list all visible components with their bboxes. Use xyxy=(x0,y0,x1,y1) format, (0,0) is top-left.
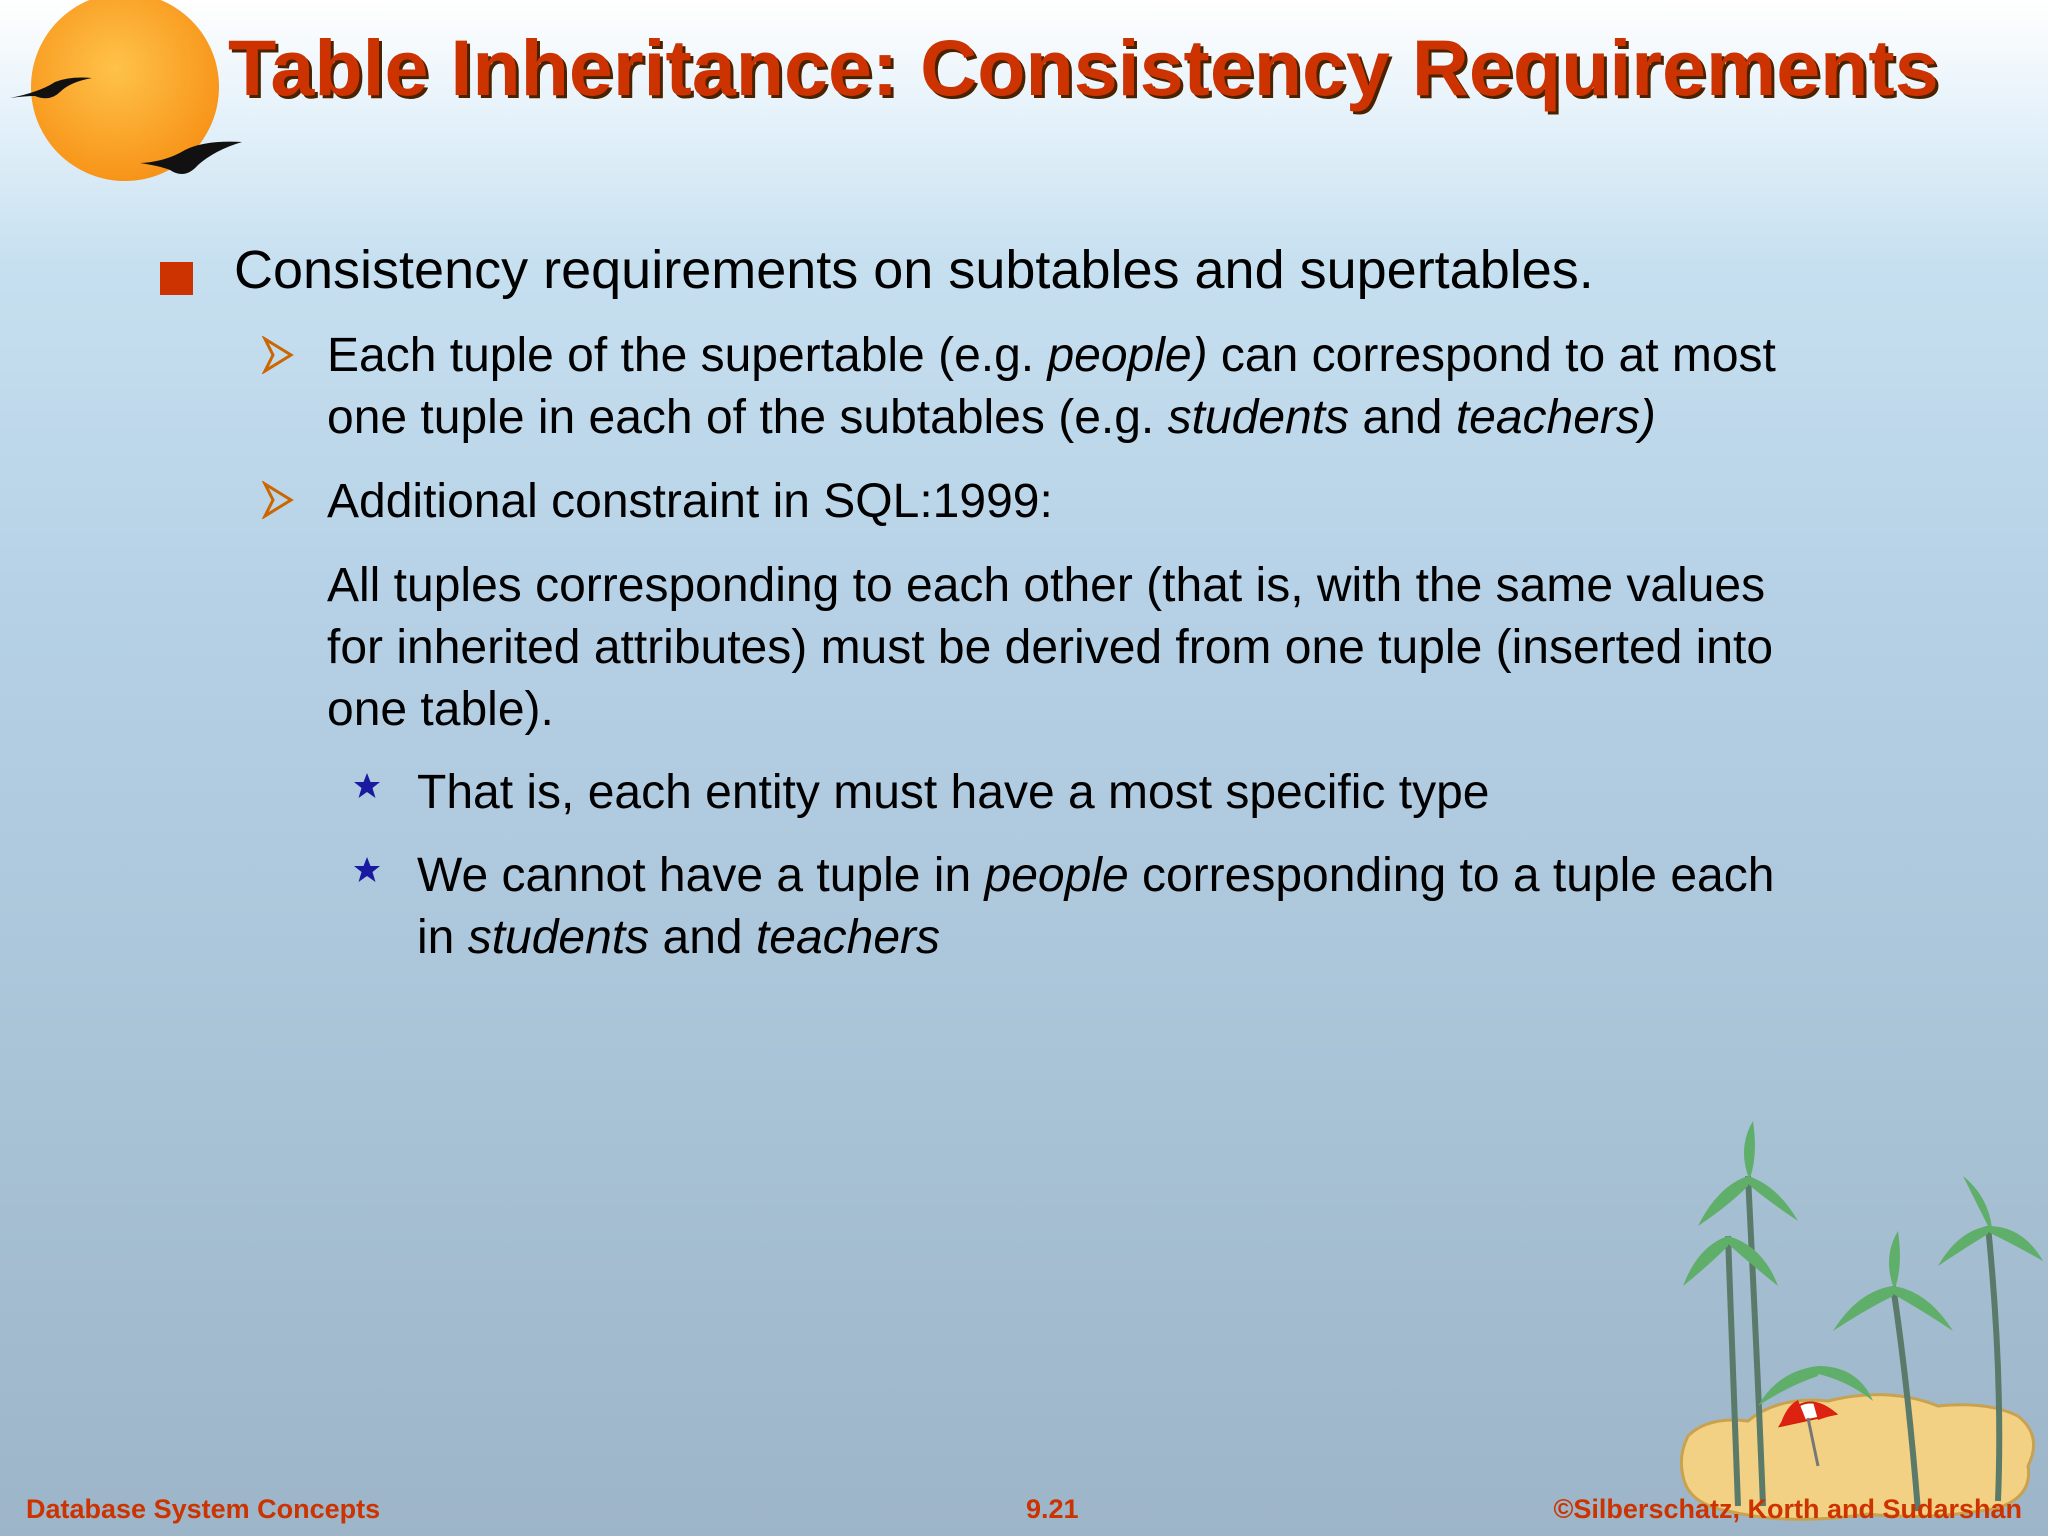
text-span: corresponding to a tuple each xyxy=(1128,849,1775,902)
text-span: in xyxy=(417,911,468,964)
paragraph-line-2: for inherited attributes) must be derived from one tuple (inserted into xyxy=(327,621,1774,674)
text-span: We cannot have a tuple in xyxy=(417,849,985,902)
sub-bullet-2-text: Additional constraint in SQL:1999: xyxy=(327,475,1053,528)
slide-title: Table Inheritance: Consistency Requirements xyxy=(228,23,1939,112)
bullet-main-text: Consistency requirements on subtables and supertables. xyxy=(234,240,1594,300)
star-bullet-2-line-2 xyxy=(417,907,940,969)
square-bullet-icon xyxy=(160,262,193,295)
text-span: can correspond to at most xyxy=(1207,329,1776,382)
star-bullet-icon xyxy=(352,771,382,801)
text-span: one tuple in each of the subtables (e.g. xyxy=(327,391,1168,444)
text-span: and xyxy=(1349,391,1456,444)
text-span: and xyxy=(649,911,756,964)
footer-course-name: Database System Concepts xyxy=(26,1494,381,1524)
star-bullet-2-line-1 xyxy=(417,845,1774,907)
italic-term: people) xyxy=(1047,329,1208,382)
sub-bullet-1-line-1 xyxy=(327,325,1776,387)
footer-copyright: ©Silberschatz, Korth and Sudarshan xyxy=(1553,1494,2022,1524)
sun-birds-icon xyxy=(0,0,260,190)
arrow-bullet-icon xyxy=(262,336,294,374)
italic-term: teachers xyxy=(755,911,941,964)
sub-bullet-1-line-2 xyxy=(327,387,1656,449)
italic-term: students xyxy=(467,911,650,964)
italic-term: teachers) xyxy=(1455,391,1656,444)
paragraph-line-3: one table). xyxy=(327,683,554,736)
italic-term: students xyxy=(1167,391,1350,444)
star-bullet-icon xyxy=(352,855,382,885)
paragraph-line-1: All tuples corresponding to each other (that is, with the same values xyxy=(327,559,1766,612)
star-bullet-1-text: That is, each entity must have a most specific type xyxy=(417,766,1490,819)
footer-slide-number: 9.21 xyxy=(1026,1494,1079,1524)
text-span: Each tuple of the supertable (e.g. xyxy=(327,329,1048,382)
italic-term: people xyxy=(984,849,1129,902)
palm-island-icon xyxy=(1668,1116,2048,1536)
arrow-bullet-icon xyxy=(262,481,294,519)
